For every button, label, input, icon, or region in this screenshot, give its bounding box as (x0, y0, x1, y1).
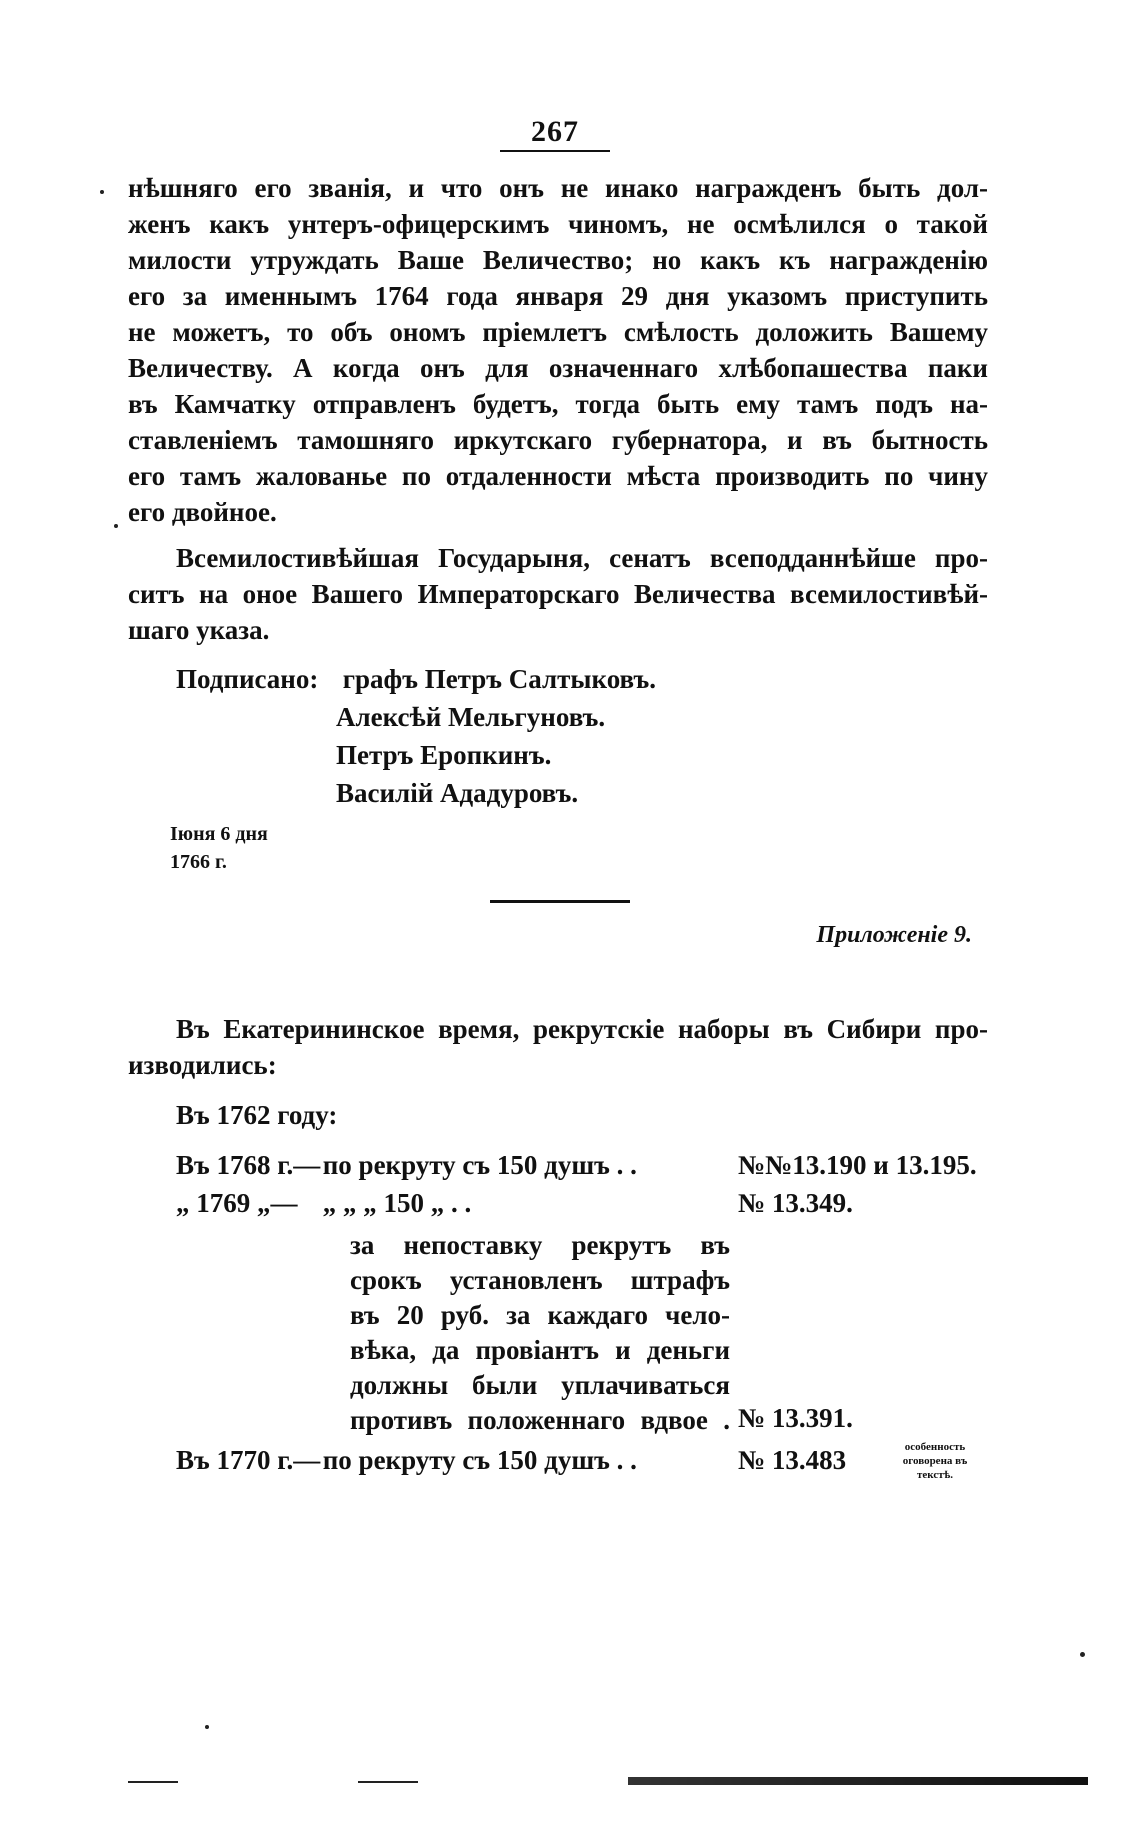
text-line: вѣка, да провіантъ и деньги (350, 1335, 730, 1365)
text-line: женъ какъ унтеръ-офицерскимъ чиномъ, не осмѣлился о такой (128, 209, 988, 239)
margin-note-line: текстѣ. (917, 1469, 953, 1481)
text-line: должны были уплачиваться (350, 1370, 730, 1400)
text-line: противъ положеннаго вдвое . (350, 1405, 730, 1435)
year-heading: Въ 1762 году: (176, 1100, 338, 1130)
penalty-note (350, 1228, 730, 1438)
appendix-heading: Приложеніе 9. (816, 922, 972, 948)
text-line: Всемилостивѣйшая Государыня, сенатъ всеподданнѣйше про- (176, 543, 988, 573)
text-line: его двойное. (128, 497, 277, 527)
scan-speck (114, 524, 118, 528)
document-date (170, 820, 268, 876)
text-line: Величеству. А когда онъ для означеннаго хлѣбопашества паки (128, 353, 988, 383)
text-line: нѣшняго его званія, и что онъ не инако награжденъ быть дол- (128, 173, 988, 203)
scan-speck (205, 1725, 209, 1729)
recruit-row (176, 1445, 637, 1476)
signatory-name: Алексѣй Мельгуновъ. (336, 702, 606, 732)
text-line: его за именнымъ 1764 года января 29 дня указомъ приступить (128, 281, 988, 311)
decree-reference: № 13.391. (738, 1403, 853, 1433)
date-year: 1766 г. (170, 851, 227, 873)
signature-label: Подписано: (176, 664, 319, 694)
recruit-intro-paragraph (128, 1010, 988, 1082)
text-line: его тамъ жалованье по отдаленности мѣста производить по чину (128, 461, 988, 491)
paragraph-continuation (128, 170, 988, 530)
scan-speck (1080, 1652, 1085, 1657)
paragraph-petition (128, 540, 988, 648)
signature-block (176, 660, 656, 812)
text-line: шаго указа. (128, 615, 270, 645)
text-line: срокъ установленъ штрафъ (350, 1265, 730, 1295)
margin-note-line: особенность (904, 1441, 966, 1453)
text-line: не можетъ, то объ ономъ пріемлетъ смѣлость доложить Вашему (128, 317, 988, 347)
bottom-edge-rule (128, 1781, 1088, 1784)
recruit-row (176, 1188, 471, 1219)
margin-note (880, 1440, 990, 1482)
recruit-year: „ 1769 „— (176, 1188, 298, 1218)
decree-reference: №№13.190 и 13.195. (738, 1150, 977, 1180)
date-day: Іюня 6 дня (170, 823, 268, 845)
text-line: ставленіемъ тамошняго иркутскаго губернатора, и въ бытность (128, 425, 988, 455)
signatory-name: Петръ Еропкинъ. (336, 740, 552, 770)
recruit-year: Въ 1768 г.— (176, 1150, 321, 1180)
page-number-underline (500, 150, 610, 152)
decree-reference: № 13.349. (738, 1188, 853, 1218)
text-line: за непоставку рекрутъ въ (350, 1230, 730, 1260)
scan-speck (100, 190, 104, 194)
signatory-name: Василій Ададуровъ. (336, 778, 579, 808)
text-line: въ Камчатку отправленъ будетъ, тогда быть ему тамъ подъ на- (128, 389, 988, 419)
recruit-description: по рекруту съ 150 душъ . . (322, 1150, 637, 1180)
text-line: изводились: (128, 1050, 277, 1080)
margin-note-line: оговорена въ (902, 1455, 968, 1467)
recruit-year: Въ 1770 г.— (176, 1445, 321, 1475)
signatory-name: графъ Петръ Салтыковъ. (342, 664, 656, 694)
text-line: милости утруждать Ваше Величество; но какъ къ награжденію (128, 245, 988, 275)
text-line: Въ Екатерининское время, рекрутскіе наборы въ Сибири про- (176, 1014, 988, 1044)
recruit-description: „ „ „ 150 „ . . (322, 1188, 472, 1218)
decree-reference: № 13.483 (738, 1445, 847, 1475)
section-divider (490, 900, 630, 903)
text-line: въ 20 руб. за каждаго чело- (350, 1300, 730, 1330)
page-number: 267 (531, 115, 579, 148)
recruit-description: по рекруту съ 150 душъ . . (322, 1445, 637, 1475)
recruit-row (176, 1150, 637, 1181)
text-line: ситъ на оное Вашего Императорскаго Величества всемилостивѣй- (128, 579, 988, 609)
